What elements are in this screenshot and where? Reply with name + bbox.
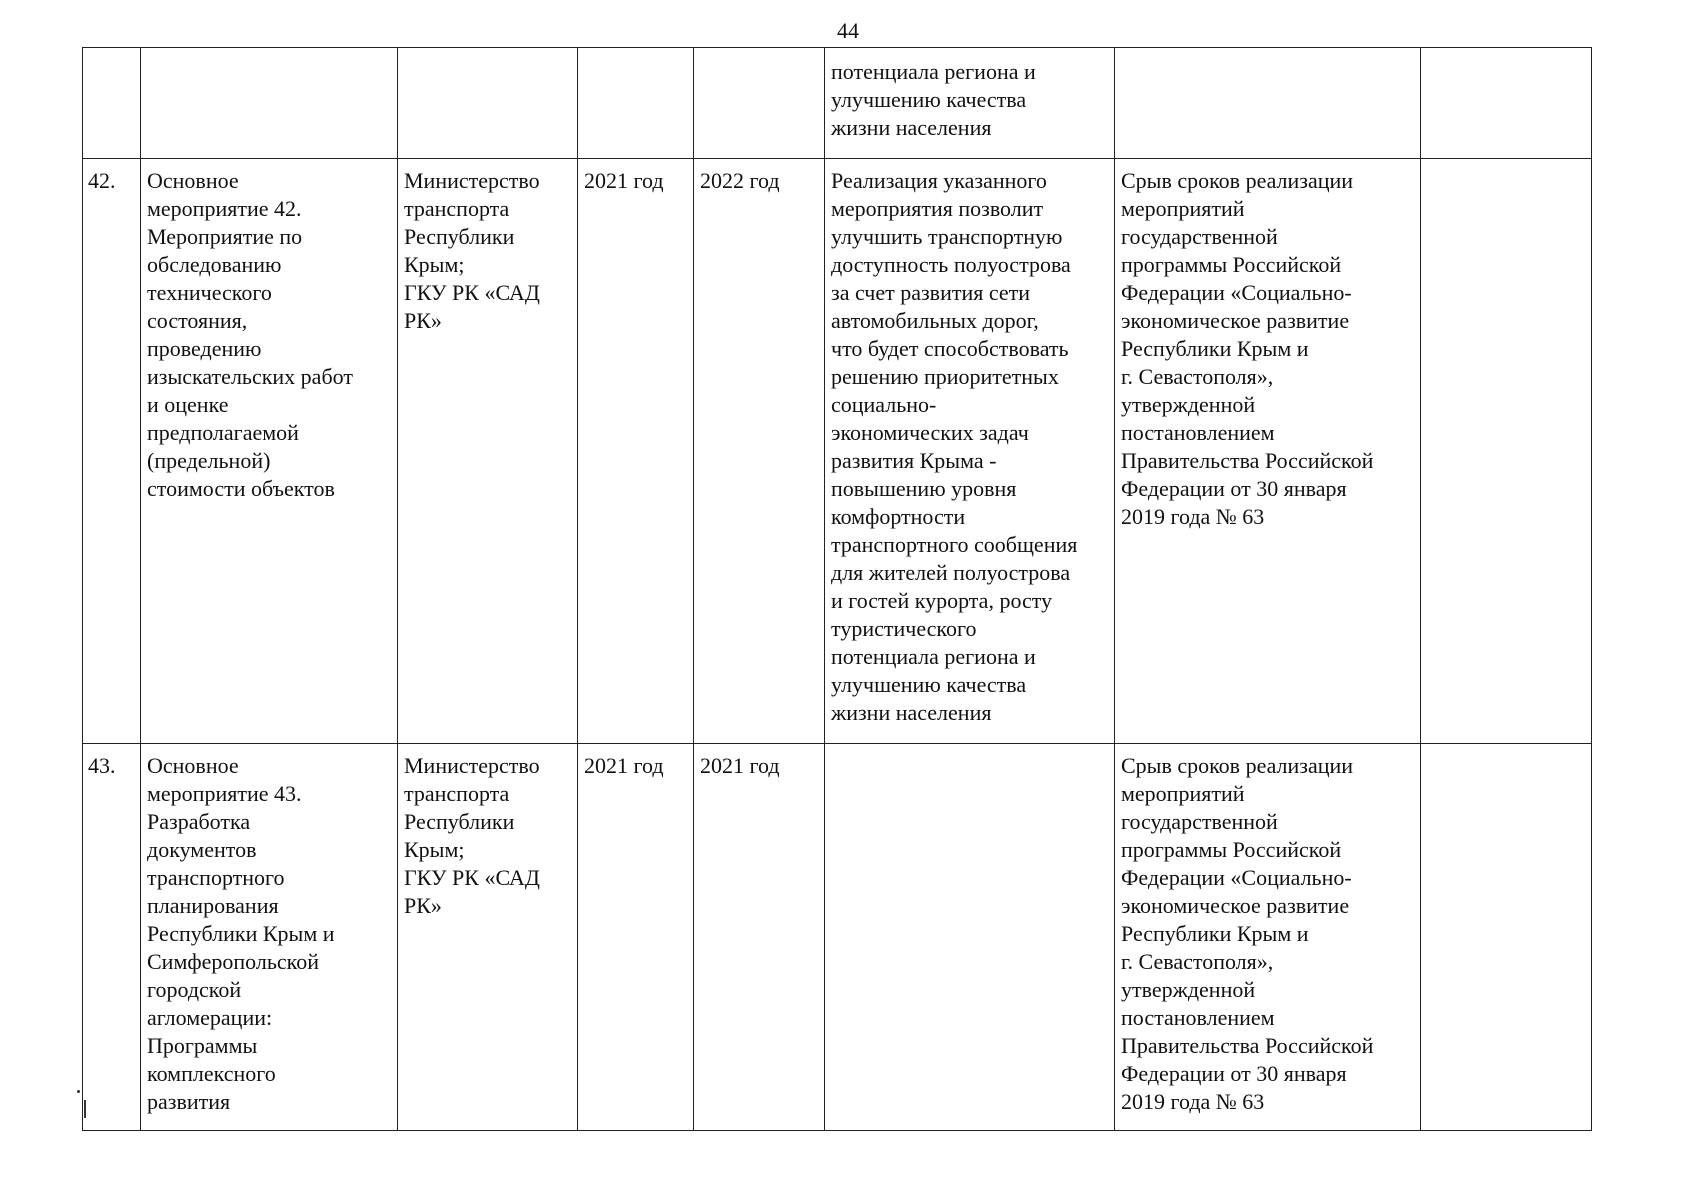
- cell-expected-result: [825, 744, 1115, 1131]
- cell-end: 2021 год: [694, 744, 825, 1131]
- cell-end: 2022 год: [694, 159, 825, 744]
- cell-consequences: Срыв сроков реализации мероприятий государственной программы Российской Федерации «Социально- экономическое развитие Республики Крым и г. Севастополя», утвержденной постановлением Правительства Российской Федерации от 30 января 2019 года № 63: [1115, 744, 1421, 1131]
- cell-responsible: [398, 48, 578, 159]
- table-row: [83, 744, 1592, 1131]
- cell-start: 2021 год: [578, 159, 694, 744]
- activities-table: [82, 47, 1592, 1131]
- cell-notes: [1421, 744, 1592, 1131]
- cell-end: [694, 48, 825, 159]
- cell-notes: [1421, 48, 1592, 159]
- cell-activity: Основное мероприятие 43. Разработка документов транспортного планирования Республики Крым и Симферопольской городской агломерации: Программы комплексного развития: [141, 744, 398, 1131]
- cell-responsible: Министерство транспорта Республики Крым; ГКУ РК «САД РК»: [398, 159, 578, 744]
- page-number: 44: [837, 18, 859, 43]
- cell-consequences: Срыв сроков реализации мероприятий государственной программы Российской Федерации «Социально- экономическое развитие Республики Крым и г. Севастополя», утвержденной постановлением Правительства Российской Федерации от 30 января 2019 года № 63: [1115, 159, 1421, 744]
- cell-responsible: Министерство транспорта Республики Крым; ГКУ РК «САД РК»: [398, 744, 578, 1131]
- table-row: [83, 159, 1592, 744]
- cell-number: [83, 48, 141, 159]
- scan-artifact-dot: [77, 1090, 80, 1093]
- cell-activity: [141, 48, 398, 159]
- cell-notes: [1421, 159, 1592, 744]
- cell-expected-result: Реализация указанного мероприятия позволит улучшить транспортную доступность полуострова за счет развития сети автомобильных дорог, что будет способствовать решению приоритетных социально- экономических задач развития Крыма - повышению уровня комфортности транспортного сообщения для жителей полуострова и гостей курорта, росту туристического потенциала региона и улучшению качества жизни населения: [825, 159, 1115, 744]
- table-row-continuation: [83, 48, 1592, 159]
- cell-start: [578, 48, 694, 159]
- scan-artifact-mark: [84, 1100, 86, 1118]
- cell-number: 43.: [83, 744, 141, 1131]
- cell-number: 42.: [83, 159, 141, 744]
- cell-start: 2021 год: [578, 744, 694, 1131]
- cell-consequences: [1115, 48, 1421, 159]
- cell-activity: Основное мероприятие 42. Мероприятие по обследованию технического состояния, проведению изыскательских работ и оценке предполагаемой (предельной) стоимости объектов: [141, 159, 398, 744]
- cell-expected-result: потенциала региона и улучшению качества жизни населения: [825, 48, 1115, 159]
